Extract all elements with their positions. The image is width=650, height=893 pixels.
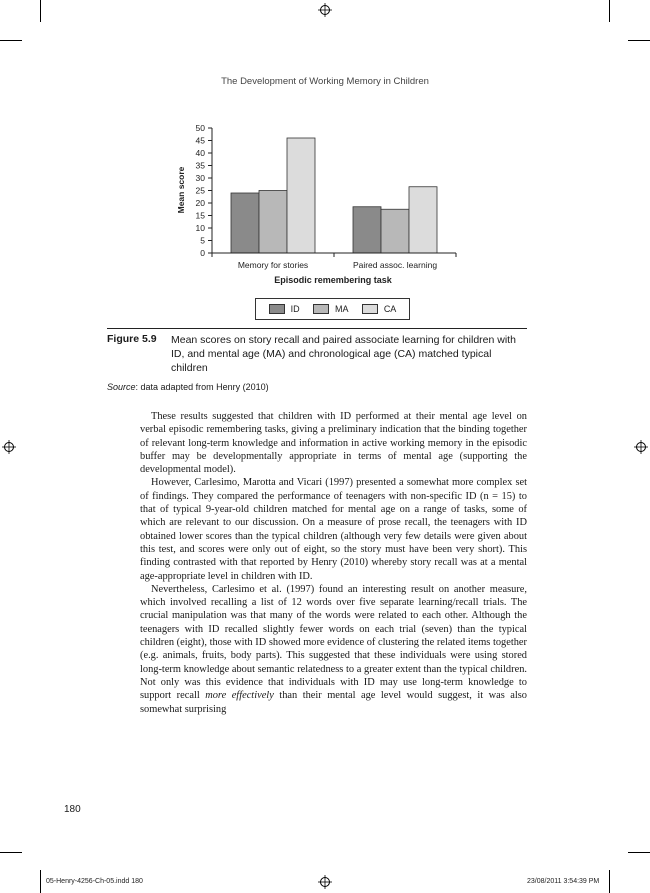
running-head: The Development of Working Memory in Children bbox=[221, 76, 429, 87]
bars bbox=[231, 138, 437, 253]
crop-mark bbox=[628, 852, 650, 853]
crop-mark bbox=[0, 852, 22, 853]
bar-ca-1 bbox=[287, 138, 315, 253]
figure-caption: Mean scores on story recall and paired associate learning for children with ID, and mental age (MA) and chronological age (CA) matched typical children bbox=[171, 334, 516, 374]
footer-timestamp: 23/08/2011 3:54:39 PM bbox=[527, 878, 600, 885]
legend-label-ma: MA bbox=[334, 304, 349, 314]
y-tick-label: 35 bbox=[195, 160, 205, 171]
y-tick-label: 50 bbox=[195, 123, 205, 133]
y-tick-label: 45 bbox=[195, 135, 205, 146]
x-axis bbox=[212, 253, 456, 270]
body-text bbox=[140, 410, 527, 716]
x-tick-label: Memory for stories bbox=[237, 260, 309, 270]
figure-rule bbox=[107, 328, 527, 329]
y-tick-label: 5 bbox=[200, 235, 205, 246]
y-axis-label: Mean score bbox=[176, 166, 186, 214]
paragraph: These results suggested that children with ID performed at their mental age level on verbal episodic remembering tasks, giving a preliminary indication that the binding together of relevant long-term knowledge and information in active working memory in the episodic buffer may be developmentally appropriate in terms of mental age (supporting the developmental model). bbox=[140, 411, 527, 476]
legend-label-ca: CA bbox=[383, 304, 397, 314]
bar-ca-2 bbox=[409, 187, 437, 253]
paragraph-text: Nevertheless, Carlesimo et al. (1997) found an interesting result on another measure, which involved recalling a list of 12 words over five separate learning/recall trials. The crucial manipulation was that many of the words were related to each other. Although the teenagers with ID recalled slightly fewer words on each trial (seven) than the typical children (eight), those with ID showed more evidence of clustering the related items together (e.g. animals, fruits, body parts). This suggested that these individuals were using stored long-term knowledge about semantic relatedness to a greater extent than the typical children. Not only was this evidence that individuals with ID may use long-term knowledge to support recall bbox=[140, 583, 527, 702]
registration-mark-icon bbox=[634, 440, 648, 454]
paragraph: However, Carlesimo, Marotta and Vicari (1997) presented a somewhat more complex set of findings. They compared the performance of teenagers with non-specific ID (n = 15) to that of typical 9-year-old children matched for mental age on a range of tasks, some of which are relevant to our discussion. On a measure of prose recall, the teenagers with ID obtained lower scores than the typical children (although very few details were given about this test, and scores were only out of eight, so the story must have been very short). This finding contrasted with that reported by Henry (2010) whereby story recall was at a mental age-appropriate level in children with ID. bbox=[140, 477, 527, 582]
footer-filename: 05-Henry-4256-Ch-05.indd 180 bbox=[46, 878, 143, 885]
bar-id-1 bbox=[231, 193, 259, 253]
legend-swatch-ca bbox=[362, 304, 378, 314]
x-axis-label: Episodic remembering task bbox=[274, 275, 392, 285]
crop-mark bbox=[40, 870, 41, 893]
registration-mark-icon bbox=[2, 440, 16, 454]
chart-legend bbox=[255, 298, 410, 320]
legend-item-id bbox=[269, 304, 300, 314]
page-number: 180 bbox=[64, 804, 81, 815]
legend-swatch-ma bbox=[313, 304, 329, 314]
crop-mark bbox=[609, 0, 610, 22]
x-tick-label: Paired assoc. learning bbox=[352, 260, 438, 270]
registration-mark-icon bbox=[318, 3, 332, 17]
bar-id-2 bbox=[353, 207, 381, 253]
legend-label-id: ID bbox=[290, 304, 300, 314]
paragraph bbox=[140, 583, 527, 716]
crop-mark bbox=[628, 40, 650, 41]
source-label: Source bbox=[107, 382, 136, 392]
y-tick-label: 15 bbox=[195, 210, 205, 221]
crop-mark bbox=[609, 870, 610, 893]
figure-source bbox=[107, 382, 269, 392]
y-tick-label: 25 bbox=[195, 185, 205, 196]
source-text: : data adapted from Henry (2010) bbox=[135, 382, 269, 392]
figure-label: Figure 5.9 bbox=[107, 333, 157, 345]
legend-item-ca bbox=[362, 304, 397, 314]
emphasis-text: more effectively bbox=[205, 690, 274, 702]
y-tick-label: 20 bbox=[195, 198, 205, 208]
bar-ma-1 bbox=[259, 191, 287, 254]
bar-chart bbox=[160, 118, 460, 290]
paragraph-text: than their mental age level would suggest, it was also somewhat surprising bbox=[140, 690, 528, 715]
y-tick-label: 30 bbox=[195, 173, 205, 183]
y-tick-label: 10 bbox=[195, 223, 205, 233]
legend-swatch-id bbox=[269, 304, 285, 314]
y-tick-label: 40 bbox=[195, 148, 205, 158]
registration-mark-icon bbox=[318, 875, 332, 889]
crop-mark bbox=[40, 0, 41, 22]
crop-mark bbox=[0, 40, 22, 41]
y-axis bbox=[196, 123, 212, 258]
legend-item-ma bbox=[313, 304, 349, 314]
bar-ma-2 bbox=[381, 209, 409, 253]
y-tick-label: 0 bbox=[200, 248, 205, 258]
